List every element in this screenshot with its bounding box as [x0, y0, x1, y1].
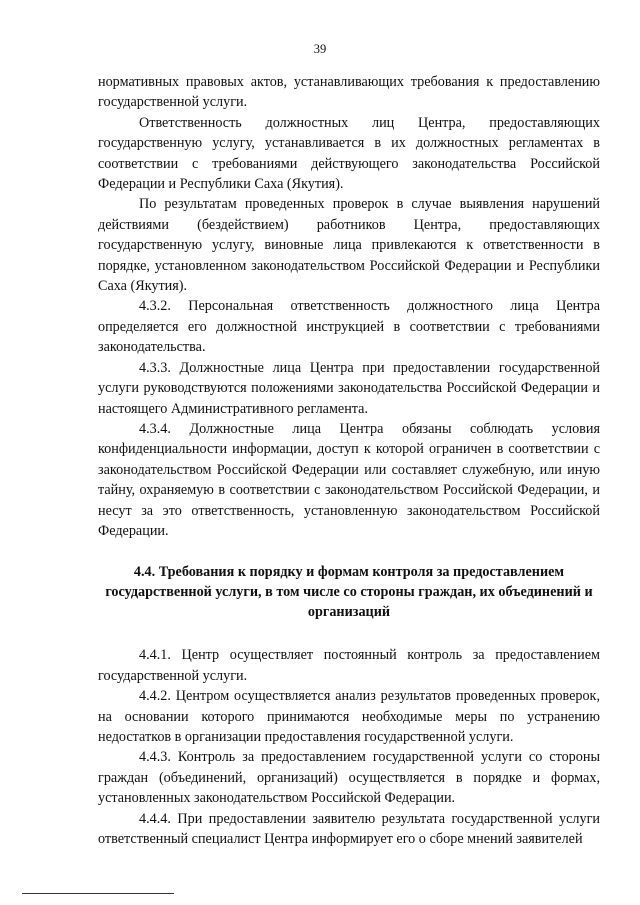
page-number: 39 — [313, 42, 327, 56]
paragraph-4-4-2: 4.4.2. Центром осуществляется анализ результатов проведенных проверок, на основании которого принимаются необходимые меры по устранению недостатков в организации предоставления государственной услуги. — [98, 688, 600, 745]
footnote-divider — [22, 893, 174, 894]
section-heading-4-4: 4.4. Требования к порядку и формам контроля за предоставлением государственной услуги, в том числе со стороны граждан, их объединений и организаций — [105, 564, 593, 621]
paragraph-inspection-results: По результатам проведенных проверок в случае выявления нарушений действиями (бездействием) работников Центра, предоставляющих государственную услугу, виновные лица привлекаются к ответственности в порядке, установленном законодательством Российской Федерации и Республики Саха (Якутия). — [98, 196, 600, 295]
paragraph-responsibility: Ответственность должностных лиц Центра, предоставляющих государственную услугу, устанавливается в их должностных регламентах в соответствии с требованиями действующего законодательства Российской Федерации и Республики Саха (Якутия). — [98, 114, 600, 193]
paragraph-4-3-4: 4.3.4. Должностные лица Центра обязаны соблюдать условия конфиденциальности информации, доступ к которой ограничен в соответствии с законодательством Российской Федерации или составляет служебную, или иную тайну, охраняемую в соответствии с законодательством Российской Федерации, и несут за это ответственность, установленную законодательством Российской Федерации. — [98, 420, 600, 539]
paragraph-4-3-3: 4.3.3. Должностные лица Центра при предоставлении государственной услуги руководствуются положениями законодательства Российской Федерации и настоящего Административного регламента. — [98, 359, 600, 417]
paragraph-4-4-1: 4.4.1. Центр осуществляет постоянный контроль за предоставлением государственной услуги. — [98, 647, 600, 684]
paragraph-4-4-4: 4.4.4. При предоставлении заявителю результата государственной услуги ответственный специалист Центра информирует его о сборе мнений заявителей — [98, 810, 600, 847]
paragraph-4-4-3: 4.4.3. Контроль за предоставлением государственной услуги со стороны граждан (объединений, организаций) осуществляется в порядке и формах, установленных законодательством Российской Федерации. — [98, 749, 600, 807]
page-content — [98, 72, 600, 849]
paragraph-4-3-2: 4.3.2. Персональная ответственность должностного лица Центра определяется его должностной инструкцией в соответствии с требованиями законодательства. — [98, 298, 600, 356]
paragraph-continuation: нормативных правовых актов, устанавливающих требования к предоставлению государственной услуги. — [98, 74, 600, 111]
